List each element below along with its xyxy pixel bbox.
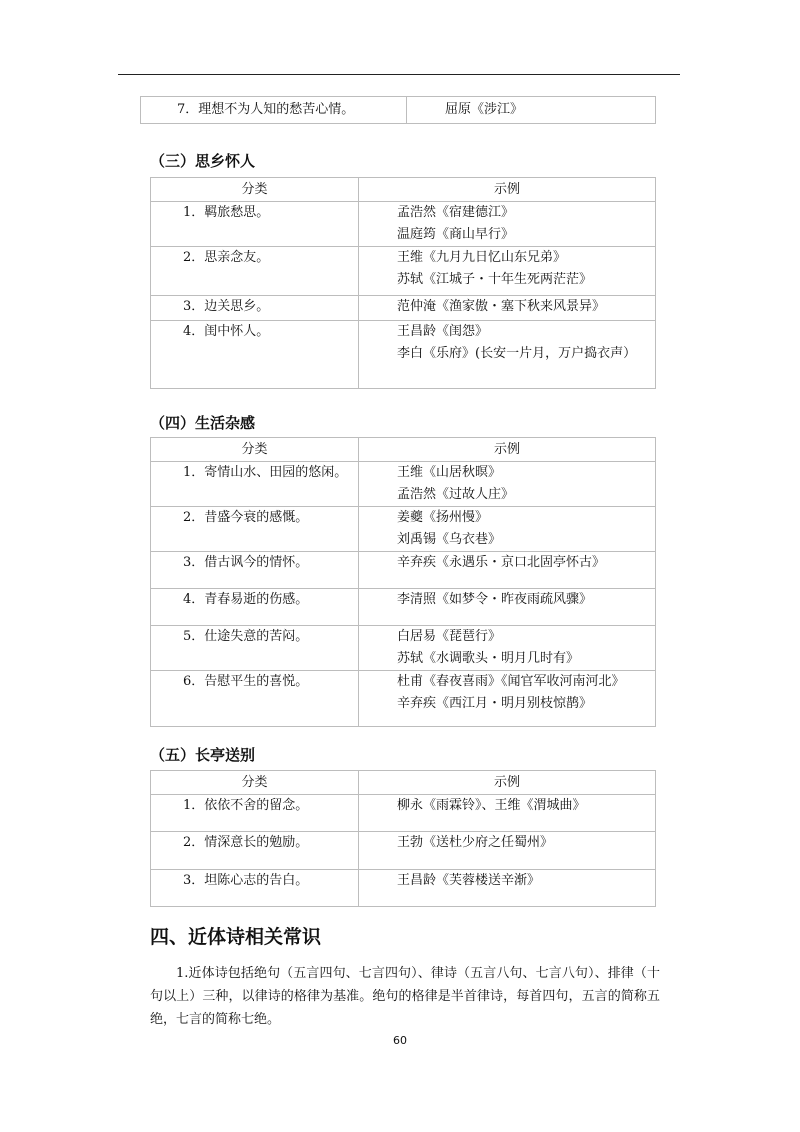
category-cell: 2．情深意长的勉励。 (151, 832, 359, 870)
table-row (151, 589, 656, 626)
category-cell: 2．思亲念友。 (151, 247, 359, 296)
example-line: 苏轼《江城子・十年生死两茫茫》 (397, 272, 593, 287)
example-line: 杜甫《春夜喜雨》《闻官军收河南河北》 (397, 674, 625, 689)
column-header-example: 示例 (359, 438, 656, 462)
category-cell: 2．昔盛今衰的感慨。 (151, 507, 359, 552)
table-row (151, 462, 656, 507)
example-line: 李清照《如梦令・昨夜雨疏风骤》 (397, 592, 593, 607)
example-cell (359, 507, 656, 552)
column-header-example: 示例 (359, 178, 656, 202)
section-table-4 (150, 437, 656, 727)
section-table-3 (150, 177, 656, 389)
example-line: 李白《乐府》(长安一片月，万户捣衣声） (397, 346, 637, 361)
table-row (151, 795, 656, 832)
example-line: 王维《九月九日忆山东兄弟》 (397, 250, 567, 265)
example-line: 温庭筠《商山早行》 (397, 227, 515, 242)
example-cell (359, 296, 656, 321)
column-header-category: 分类 (151, 771, 359, 795)
table-row (151, 202, 656, 247)
example-cell (407, 97, 656, 124)
category-cell: 3．边关思乡。 (151, 296, 359, 321)
category-cell: 1．依依不舍的留念。 (151, 795, 359, 832)
example-line: 柳永《雨霖铃》、王维《渭城曲》 (397, 798, 586, 813)
example-cell (359, 247, 656, 296)
example-line: 孟浩然《宿建德江》 (397, 205, 515, 220)
table-row (151, 321, 656, 389)
example-line: 刘禹锡《乌衣巷》 (397, 532, 502, 547)
table-row (151, 870, 656, 907)
example-line: 辛弃疾《西江月・明月别枝惊鹊》 (397, 696, 593, 711)
table-row (151, 247, 656, 296)
example-line: 白居易《琵琶行》 (397, 629, 502, 644)
table-row (151, 832, 656, 870)
column-header-example: 示例 (359, 771, 656, 795)
example-cell (359, 552, 656, 589)
table-header-row (151, 771, 656, 795)
body-paragraph: 1.近体诗包括绝句（五言四句、七言四句）、律诗（五言八句、七言八句）、排律（十句以上）三种，以律诗的格律为基准。绝句的格律是半首律诗，每首四句，五言的简称五绝，七言的简称七绝。 (150, 966, 660, 1027)
category-cell: 5．仕途失意的苦闷。 (151, 626, 359, 671)
example-line: 姜夔《扬州慢》 (397, 510, 489, 525)
category-cell: 3．借古讽今的情怀。 (151, 552, 359, 589)
table-row (151, 671, 656, 727)
category-cell: 3．坦陈心志的告白。 (151, 870, 359, 907)
category-cell: 4．闺中怀人。 (151, 321, 359, 389)
example-line: 王维《山居秋暝》 (397, 465, 502, 480)
example-cell (359, 671, 656, 727)
header-rule (118, 74, 680, 75)
table-header-row (151, 178, 656, 202)
example-line: 苏轼《水调歌头・明月几时有》 (397, 651, 580, 666)
example-line: 孟浩然《过故人庄》 (397, 487, 515, 502)
example-cell (359, 462, 656, 507)
table-row (151, 552, 656, 589)
top-table (140, 96, 656, 124)
table-row (151, 626, 656, 671)
column-header-category: 分类 (151, 438, 359, 462)
category-cell: 4．青春易逝的伤感。 (151, 589, 359, 626)
example-cell (359, 589, 656, 626)
example-cell (359, 795, 656, 832)
example-cell (359, 202, 656, 247)
section-heading-3: （三）思乡怀人 (150, 152, 256, 170)
chapter-heading: 四、近体诗相关常识 (150, 926, 322, 948)
section-table-5 (150, 770, 656, 907)
example-cell (359, 626, 656, 671)
category-cell: 1．寄情山水、田园的悠闲。 (151, 462, 359, 507)
category-cell: 6．告慰平生的喜悦。 (151, 671, 359, 727)
example-cell (359, 321, 656, 389)
example-line: 王昌龄《闺怨》 (397, 324, 489, 339)
column-header-category: 分类 (151, 178, 359, 202)
table-row (151, 507, 656, 552)
example-cell (359, 870, 656, 907)
category-cell: 1．羁旅愁思。 (151, 202, 359, 247)
table-row (151, 296, 656, 321)
category-cell: 7．理想不为人知的愁苦心情。 (141, 97, 407, 124)
example-line: 屈原《涉江》 (445, 102, 524, 117)
page-number: 60 (393, 1034, 407, 1047)
table-row (141, 97, 656, 124)
example-line: 辛弃疾《永遇乐・京口北固亭怀古》 (397, 555, 606, 570)
example-line: 范仲淹《渔家傲・塞下秋来风景异》 (397, 299, 606, 314)
example-line: 王勃《送杜少府之任蜀州》 (397, 835, 554, 850)
section-heading-5: （五）长亭送别 (150, 746, 256, 764)
example-cell (359, 832, 656, 870)
section-heading-4: （四）生活杂感 (150, 414, 256, 432)
example-line: 王昌龄《芙蓉楼送辛渐》 (397, 873, 541, 888)
table-header-row (151, 438, 656, 462)
